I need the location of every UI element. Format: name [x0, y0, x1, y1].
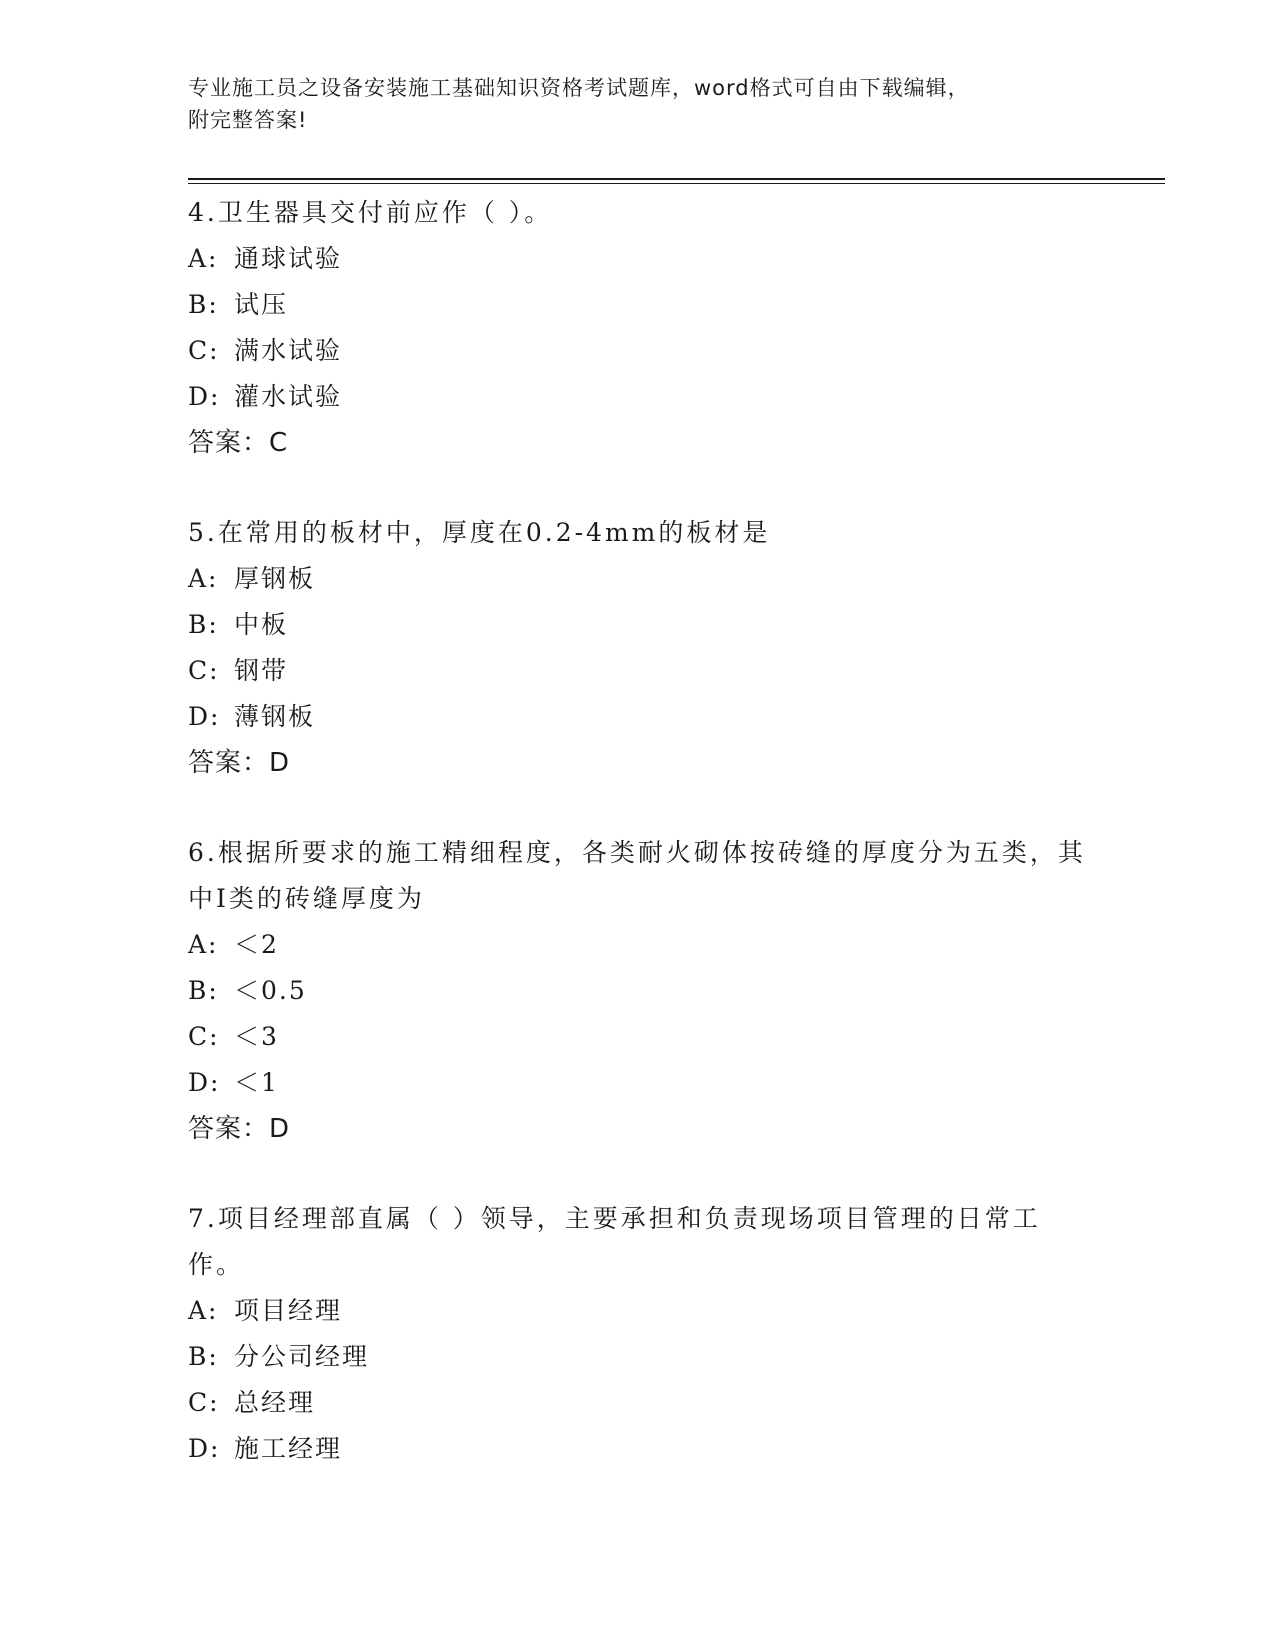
option-c	[188, 1014, 1088, 1060]
option-letter: B:	[188, 610, 219, 639]
option-text: 薄钢板	[234, 702, 316, 731]
question-7	[188, 1196, 1088, 1472]
header-line-1: 专业施工员之设备安装施工基础知识资格考试题库，word格式可自由下载编辑，	[188, 76, 970, 100]
option-text: 灌水试验	[234, 382, 343, 411]
option-text: 施工经理	[234, 1434, 343, 1463]
header-divider-thick	[188, 178, 1165, 180]
option-letter: A:	[188, 1296, 219, 1325]
option-d	[188, 1426, 1088, 1472]
option-d	[188, 694, 1088, 740]
option-c	[188, 1380, 1088, 1426]
option-letter: A:	[188, 244, 219, 273]
question-list	[188, 190, 1088, 1516]
option-b	[188, 602, 1088, 648]
option-d	[188, 1060, 1088, 1106]
answer-line: 答案：C	[188, 428, 289, 458]
option-a	[188, 1288, 1088, 1334]
option-text: 满水试验	[234, 336, 343, 365]
option-letter: C:	[188, 336, 220, 365]
option-a	[188, 236, 1088, 282]
option-text: ＜0.5	[234, 976, 307, 1005]
option-letter: C:	[188, 1022, 220, 1051]
document-header	[188, 72, 1088, 136]
option-c	[188, 648, 1088, 694]
question-6	[188, 830, 1088, 1152]
option-text: 项目经理	[234, 1296, 343, 1325]
option-letter: D:	[188, 1434, 221, 1463]
option-text: 分公司经理	[234, 1342, 370, 1371]
option-text: 中板	[234, 610, 289, 639]
option-a	[188, 922, 1088, 968]
option-text: ＜3	[234, 1022, 279, 1051]
option-c	[188, 328, 1088, 374]
option-text: 厚钢板	[234, 564, 316, 593]
option-a	[188, 556, 1088, 602]
option-text: 总经理	[234, 1388, 316, 1417]
option-text: ＜1	[234, 1068, 279, 1097]
answer-line: 答案：D	[188, 1114, 291, 1144]
option-letter: D:	[188, 1068, 221, 1097]
option-b	[188, 1334, 1088, 1380]
option-text: ＜2	[234, 930, 279, 959]
question-text: 6.根据所要求的施工精细程度，各类耐火砌体按砖缝的厚度分为五类，其中Ⅰ类的砖缝厚度为	[188, 838, 1086, 913]
option-letter: D:	[188, 702, 221, 731]
option-letter: C:	[188, 1388, 220, 1417]
option-d	[188, 374, 1088, 420]
option-letter: D:	[188, 382, 221, 411]
question-text: 5.在常用的板材中，厚度在0.2-4mm的板材是	[188, 518, 771, 547]
header-line-2: 附完整答案!	[188, 108, 308, 132]
option-letter: B:	[188, 976, 219, 1005]
answer-line: 答案：D	[188, 748, 291, 778]
option-letter: A:	[188, 564, 219, 593]
question-5	[188, 510, 1088, 786]
option-b	[188, 282, 1088, 328]
option-text: 通球试验	[234, 244, 343, 273]
option-letter: A:	[188, 930, 219, 959]
question-text: 4.卫生器具交付前应作（ ）。	[188, 198, 553, 227]
question-4	[188, 190, 1088, 466]
option-text: 试压	[234, 290, 289, 319]
option-b	[188, 968, 1088, 1014]
question-text: 7.项目经理部直属（ ）领导，主要承担和负责现场项目管理的日常工作。	[188, 1204, 1041, 1279]
header-divider-thin	[188, 183, 1165, 184]
option-letter: B:	[188, 1342, 219, 1371]
option-letter: C:	[188, 656, 220, 685]
option-text: 钢带	[234, 656, 289, 685]
option-letter: B:	[188, 290, 219, 319]
